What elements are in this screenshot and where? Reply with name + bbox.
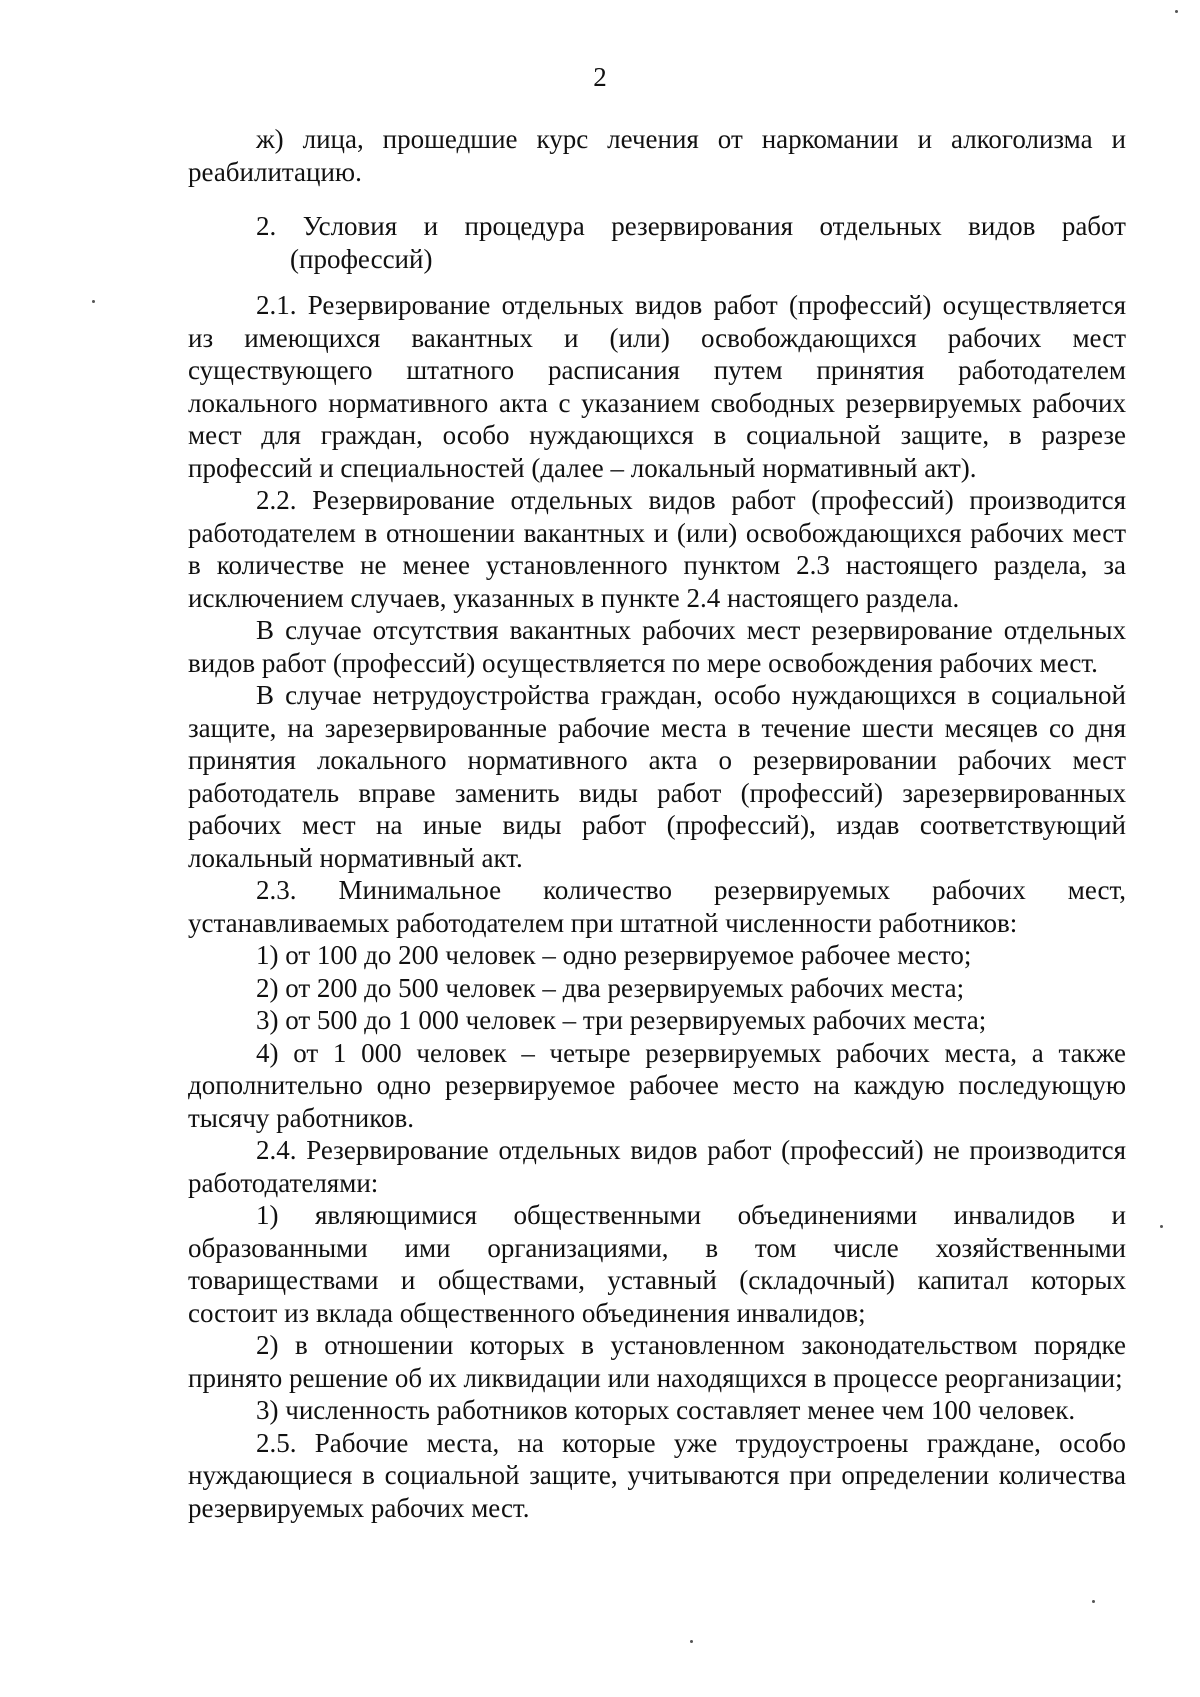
- list-item-2-3-2: 2) от 200 до 500 человек – два резервируемых рабочих места;: [256, 972, 965, 1003]
- paragraph-2-5: 2.5. Рабочие места, на которые уже трудоустроены граждане, особо нуждающиеся в социальной защите, учитываются при определении количества резервируемых рабочих мест.: [188, 1427, 1126, 1523]
- scan-speck: [690, 1640, 693, 1643]
- list-item-2-4-2: 2) в отношении которых в установленном законодательством порядке принято решение об их ликвидации или находящихся в процессе реорганизации;: [188, 1330, 1126, 1393]
- paragraph-no-vacancies: В случае отсутствия вакантных рабочих мест резервирование отдельных видов работ (профессий) осуществляется по мере освобождения рабочих мест.: [188, 615, 1126, 678]
- paragraph-2-3: 2.3. Минимальное количество резервируемых рабочих мест, устанавливаемых работодателем при штатной численности работников:: [188, 875, 1126, 938]
- list-item-2-3-3: 3) от 500 до 1 000 человек – три резервируемых рабочих места;: [256, 1005, 987, 1035]
- scan-speck: [92, 300, 95, 303]
- paragraph-non-employment: В случае нетрудоустройства граждан, особо нуждающихся в социальной защите, на зарезервированные рабочие места в течение шести месяцев со дня принятия локального нормативного акта о резервировании рабочих мест работодатель вправе заменить виды работ (профессий) зарезервированных рабочих мест на иные виды работ (профессий), издав соответствующий локальный нормативный акт.: [188, 680, 1126, 873]
- document-body: [188, 123, 1126, 1524]
- scan-speck: [1175, 10, 1178, 13]
- paragraph-item-zh: ж) лица, прошедшие курс лечения от наркомании и алкоголизма и реабилитацию.: [188, 124, 1126, 187]
- paragraph-2-1: 2.1. Резервирование отдельных видов работ (профессий) осуществляется из имеющихся вакантных и (или) освобождающихся рабочих мест существующего штатного расписания путем принятия работодателем локального нормативного акта с указанием свободных резервируемых рабочих мест для граждан, особо нуждающихся в социальной защите, в разрезе профессий и специальностей (далее – локальный нормативный акт).: [188, 290, 1126, 483]
- scan-speck: [1092, 1600, 1095, 1603]
- scan-speck: [1160, 1225, 1163, 1228]
- list-item-2-3-4: 4) от 1 000 человек – четыре резервируемых рабочих места, а также дополнительно одно резервируемое рабочее место на каждую последующую тысячу работников.: [188, 1037, 1126, 1133]
- list-item-2-4-1: 1) являющимися общественными объединениями инвалидов и образованными ими организациями, в том числе хозяйственными товариществами и обществами, уставный (складочный) капитал которых состоит из вклада общественного объединения инвалидов;: [188, 1200, 1126, 1328]
- list-item-2-3-1: 1) от 100 до 200 человек – одно резервируемое рабочее место;: [256, 940, 972, 970]
- paragraph-2-2: 2.2. Резервирование отдельных видов работ (профессий) производится работодателем в отношении вакантных и (или) освобождающихся рабочих мест в количестве не менее установленного пунктом 2.3 настоящего раздела, за исключением случаев, указанных в пункте 2.4 настоящего раздела.: [188, 485, 1126, 613]
- section-heading: 2. Условия и процедура резервирования отдельных видов работ (профессий): [256, 211, 1126, 274]
- list-item-2-4-3: 3) численность работников которых составляет менее чем 100 человек.: [256, 1395, 1076, 1425]
- page-number: 2: [593, 62, 607, 92]
- paragraph-2-4: 2.4. Резервирование отдельных видов работ (профессий) не производится работодателями:: [188, 1135, 1126, 1198]
